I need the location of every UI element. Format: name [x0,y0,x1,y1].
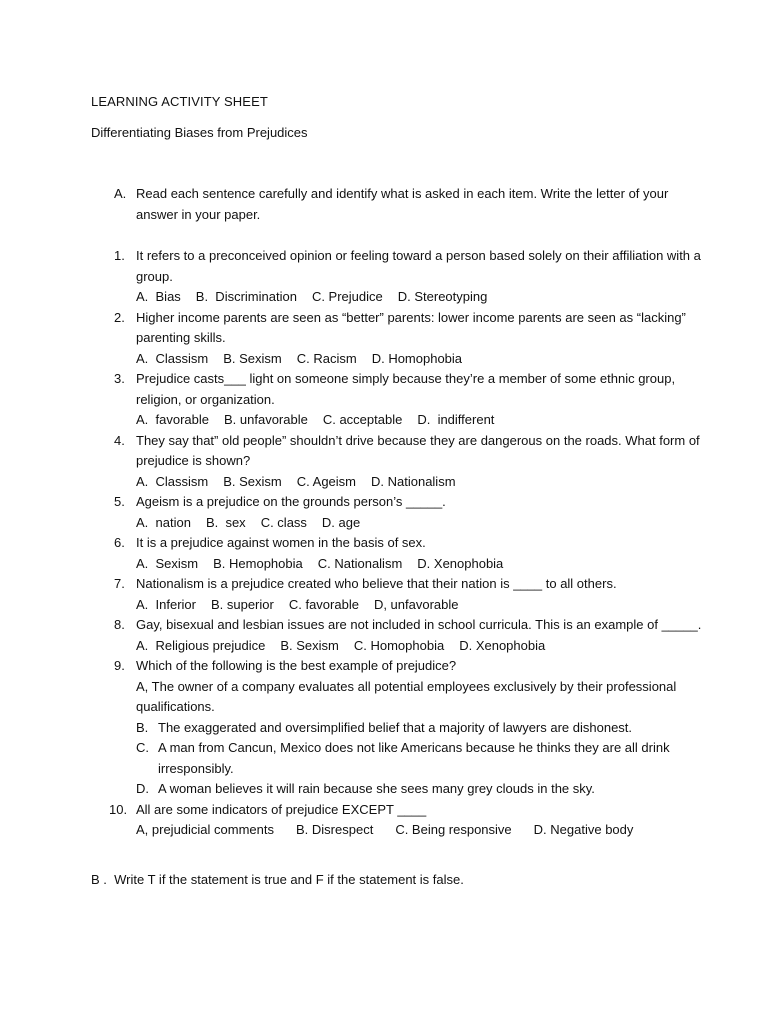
question-number: 1. [114,248,125,263]
question-number: 3. [114,371,125,386]
question-text: Higher income parents are seen as “better” parents: lower income parents are seen as “lacking” parenting skills. [136,309,686,345]
answer-option: D. Negative body [533,822,634,837]
page-title: LEARNING ACTIVITY SHEET [91,94,268,109]
answer-option: D. Homophobia [371,350,463,366]
section-b-instruction [91,870,464,891]
answer-option: B. Disrespect [296,822,374,837]
answer-option: C. Prejudice [311,289,383,304]
question-item [114,615,714,656]
question-text: All are some indicators of prejudice EXCEPT ____ [136,801,427,817]
question-item [114,369,714,431]
answer-option: B. Hemophobia [213,555,303,571]
answer-option: B. Sexism [223,350,282,366]
answer-choice [136,779,714,800]
answer-options [136,636,714,657]
question-text: It is a prejudice against women in the basis of sex. [136,535,426,550]
answer-option: A, prejudicial comments [136,822,274,837]
answer-choice-letter: D. [136,781,149,796]
question-number: 2. [114,309,125,325]
answer-option: B. unfavorable [224,412,308,427]
answer-choice-text: A woman believes it will rain because she sees many grey clouds in the sky. [158,781,595,796]
question-text: Nationalism is a prejudice created who believe that their nation is ____ to all others. [136,576,617,591]
question-number: 9. [114,658,125,673]
page-subtitle: Differentiating Biases from Prejudices [91,125,308,140]
answer-options [136,472,714,493]
question-item [114,574,714,615]
section-b-letter: B . [91,872,107,887]
answer-option: B. Discrimination [195,289,297,304]
question-text: They say that” old people” shouldn’t drive because they are dangerous on the roads. What form of prejudice is shown? [136,432,700,468]
question-number: 4. [114,432,125,448]
question-text: Ageism is a prejudice on the grounds person’s _____. [136,494,446,509]
answer-choice-text: A, The owner of a company evaluates all potential employees exclusively by their professional qualifications. [136,678,677,714]
answer-option: C. Being responsive [395,822,512,837]
answer-choice [136,718,714,739]
answer-option: D. Xenophobia [417,555,504,571]
answer-options [136,513,714,534]
section-a-letter: A. [114,186,127,201]
answer-options [136,349,714,370]
question-list [109,246,714,841]
answer-option: D, unfavorable [373,596,459,612]
question-item [114,533,714,574]
answer-option: A. Classism [136,350,209,366]
answer-choice [136,677,714,718]
question-item [114,431,714,493]
answer-option: B. superior [210,596,274,612]
answer-option: C. acceptable [322,412,403,427]
answer-options [136,554,714,575]
answer-choice [136,738,714,779]
answer-options [136,595,714,616]
question-item [109,800,714,841]
answer-option: A. Bias [136,289,181,304]
answer-option: A. Classism [136,473,209,489]
section-a-instruction [114,184,694,225]
question-text: It refers to a preconceived opinion or feeling toward a person based solely on their affiliation with a group. [136,248,701,284]
answer-option: D. indifferent [417,412,495,427]
answer-options [136,820,714,841]
section-b-text: Write T if the statement is true and F if the statement is false. [114,872,464,887]
answer-option: C. Ageism [296,473,356,489]
answer-option: C. Racism [296,350,357,366]
answer-option: D. Stereotyping [397,289,488,304]
answer-choice-text: A man from Cancun, Mexico does not like Americans because he thinks they are all drink irresponsibly. [158,740,670,776]
answer-option: A. nation [136,514,191,530]
answer-choice-text: The exaggerated and oversimplified belief that a majority of lawyers are dishonest. [158,719,633,735]
answer-option: A. Religious prejudice [136,637,266,653]
answer-options [136,410,714,431]
answer-option: D. age [321,514,361,530]
answer-option: A. favorable [136,412,209,427]
answer-option: D. Nationalism [371,473,456,489]
question-item [114,308,714,370]
answer-option: B. Sexism [280,637,339,653]
question-item [114,656,714,800]
answer-option: A. Inferior [136,596,196,612]
question-number: 5. [114,494,125,509]
question-item [114,492,714,533]
question-number: 7. [114,576,125,591]
question-item [114,246,714,308]
answer-option: B. Sexism [223,473,282,489]
answer-option: C. class [260,514,307,530]
answer-options [136,287,714,308]
answer-choice-letter: C. [136,740,149,755]
question-number: 6. [114,535,125,550]
question-text: Gay, bisexual and lesbian issues are not included in school curricula. This is an example of _____. [136,617,702,632]
question-number: 10. [109,801,128,817]
section-a-text: Read each sentence carefully and identify what is asked in each item. Write the letter of your answer in your paper. [136,186,669,222]
answer-option: A. Sexism [136,555,199,571]
answer-option: C. Nationalism [317,555,403,571]
question-number: 8. [114,617,125,632]
question-text: Prejudice casts___ light on someone simply because they’re a member of some ethnic group, religion, or organization. [136,371,676,407]
answer-option: C. favorable [288,596,359,612]
answer-option: B. sex [205,514,246,530]
answer-choice-letter: B. [136,719,149,735]
answer-option: D. Xenophobia [459,637,546,653]
answer-option: C. Homophobia [353,637,445,653]
question-text: Which of the following is the best example of prejudice? [136,658,457,673]
